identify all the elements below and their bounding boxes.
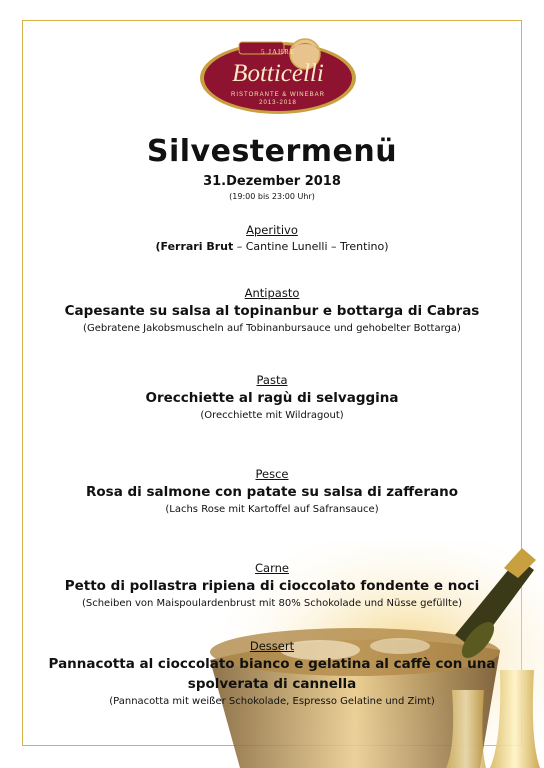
logo-name: Botticelli — [232, 60, 324, 87]
course-pesce — [30, 466, 514, 517]
course-description: (Lachs Rose mit Kartoffel auf Safransauce) — [165, 504, 379, 515]
course-category: Pasta — [256, 373, 288, 387]
aperitivo-line — [30, 238, 514, 255]
course-category: Antipasto — [244, 286, 300, 300]
logo-anniversary: 5 JAHRE — [260, 48, 296, 56]
menu-title: Silvestermenü — [146, 134, 398, 169]
course-carne — [30, 560, 514, 611]
course-dish: Petto di pollastra ripiena di cioccolato fondente e noci — [64, 578, 480, 594]
course-dish: Capesante su salsa al topinanbur e bottarga di Cabras — [64, 303, 480, 319]
course-description: (Orecchiette mit Wildragout) — [200, 410, 344, 421]
course-category: Pesce — [255, 467, 289, 481]
course-description: (Pannacotta mit weißer Schokolade, Espresso Gelatine und Zimt) — [109, 696, 435, 707]
course-dish-line-2: spolverata di cannella — [187, 676, 357, 692]
aperitivo-details: – Cantine Lunelli – Trentino) — [233, 240, 389, 253]
menu-hours: (19:00 bis 23:00 Uhr) — [229, 192, 315, 201]
restaurant-logo — [199, 38, 357, 118]
course-antipasto — [30, 285, 514, 336]
course-dessert — [30, 638, 514, 709]
course-aperitivo — [30, 222, 514, 255]
course-dish-line-1: Pannacotta al cioccolato bianco e gelatina al caffè con una — [48, 656, 496, 672]
aperitivo-wine: Ferrari Brut — [160, 240, 234, 253]
course-category: Dessert — [249, 639, 295, 653]
course-dish: Orecchiette al ragù di selvaggina — [145, 390, 399, 406]
aperitivo-open-paren: ( — [155, 240, 161, 253]
logo-subtitle: RISTORANTE & WINEBAR — [231, 92, 325, 98]
logo-years: 2013-2018 — [259, 100, 297, 106]
course-dish: Rosa di salmone con patate su salsa di zafferano — [86, 484, 458, 500]
menu-date: 31.Dezember 2018 — [203, 174, 341, 189]
course-pasta — [30, 372, 514, 423]
course-category: Aperitivo — [246, 223, 298, 237]
course-description: (Gebratene Jakobsmuscheln auf Tobinanbursauce und gehobelter Bottarga) — [83, 323, 461, 334]
course-category: Carne — [255, 561, 289, 575]
course-description: (Scheiben von Maispoulardenbrust mit 80% Schokolade und Nüsse gefüllte) — [81, 598, 463, 609]
